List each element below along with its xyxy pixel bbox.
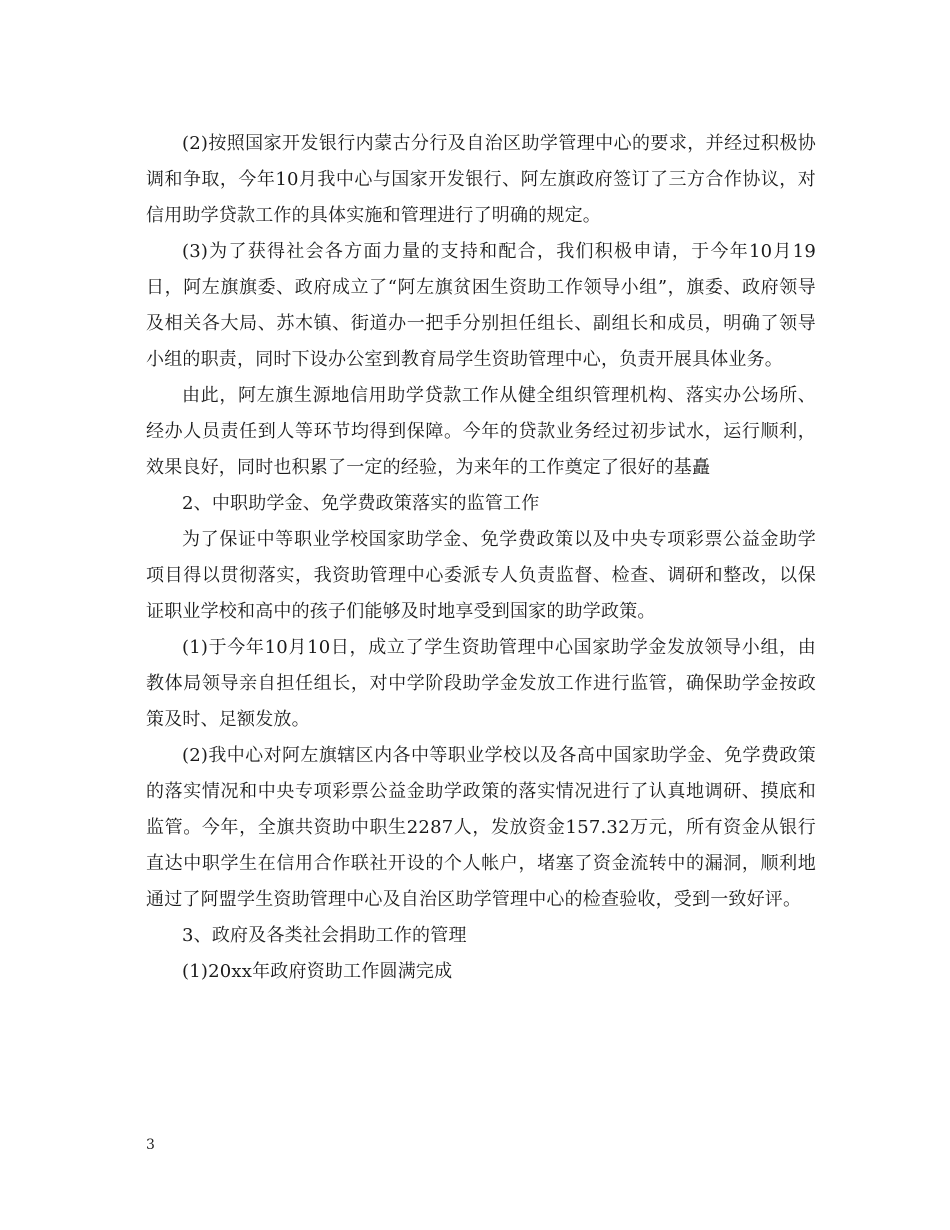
paragraph-vocational-supervision: 为了保证中等职业学校国家助学金、免学费政策以及中央专项彩票公益金助学项目得以贯彻落实，我资助管理中心委派专人负责监督、检查、调研和整改，以保证职业学校和高中的孩子们能够及时地享受到国家的助学政策。 [146,529,816,622]
subsection-heading-government-aid: (1)20xx年政府资助工作圆满完成 [182,961,453,982]
section-heading-donation-management: 3、政府及各类社会捐助工作的管理 [182,925,467,946]
paragraph-leading-group: (3)为了获得社会各方面力量的支持和配合，我们积极申请，于今年10月19日，阿左旗旗委、政府成立了“阿左旗贫困生资助工作领导小组”，旗委、政府领导及相关各大局、苏木镇、街道办一把手分别担任组长、副组长和成员，明确了领导小组的职责，同时下设办公室到教育局学生资助管理中心，负责开展具体业务。 [146,241,816,370]
document-body [146,126,816,990]
paragraph-loan-agreement: (2)按照国家开发银行内蒙古分行及自治区助学管理中心的要求，并经过积极协调和争取，今年10月我中心与国家开发银行、阿左旗政府签订了三方合作协议，对信用助学贷款工作的具体实施和管理进行了明确的规定。 [146,133,816,226]
paragraph-aid-leading-group: (1)于今年10月10日，成立了学生资助管理中心国家助学金发放领导小组，由教体局领导亲自担任组长，对中学阶段助学金发放工作进行监管，确保助学金按政策及时、足额发放。 [146,637,816,730]
paragraph-policy-implementation: (2)我中心对阿左旗辖区内各中等职业学校以及各高中国家助学金、免学费政策的落实情况和中央专项彩票公益金助学政策的落实情况进行了认真地调研、摸底和监管。今年，全旗共资助中职生2287人，发放资金157.32万元，所有资金从银行直达中职学生在信用合作联社开设的个人帐户，堵塞了资金流转中的漏洞，顺利地通过了阿盟学生资助管理中心及自治区助学管理中心的检查验收，受到一致好评。 [146,745,816,910]
paragraph-loan-summary: 由此，阿左旗生源地信用助学贷款工作从健全组织管理机构、落实办公场所、经办人员责任到人等环节均得到保障。今年的贷款业务经过初步试水，运行顺利，效果良好，同时也积累了一定的经验，为来年的工作奠定了很好的基矗 [146,385,816,478]
page-number: 3 [146,1137,155,1153]
section-heading-vocational-aid: 2、中职助学金、免学费政策落实的监管工作 [182,493,540,514]
